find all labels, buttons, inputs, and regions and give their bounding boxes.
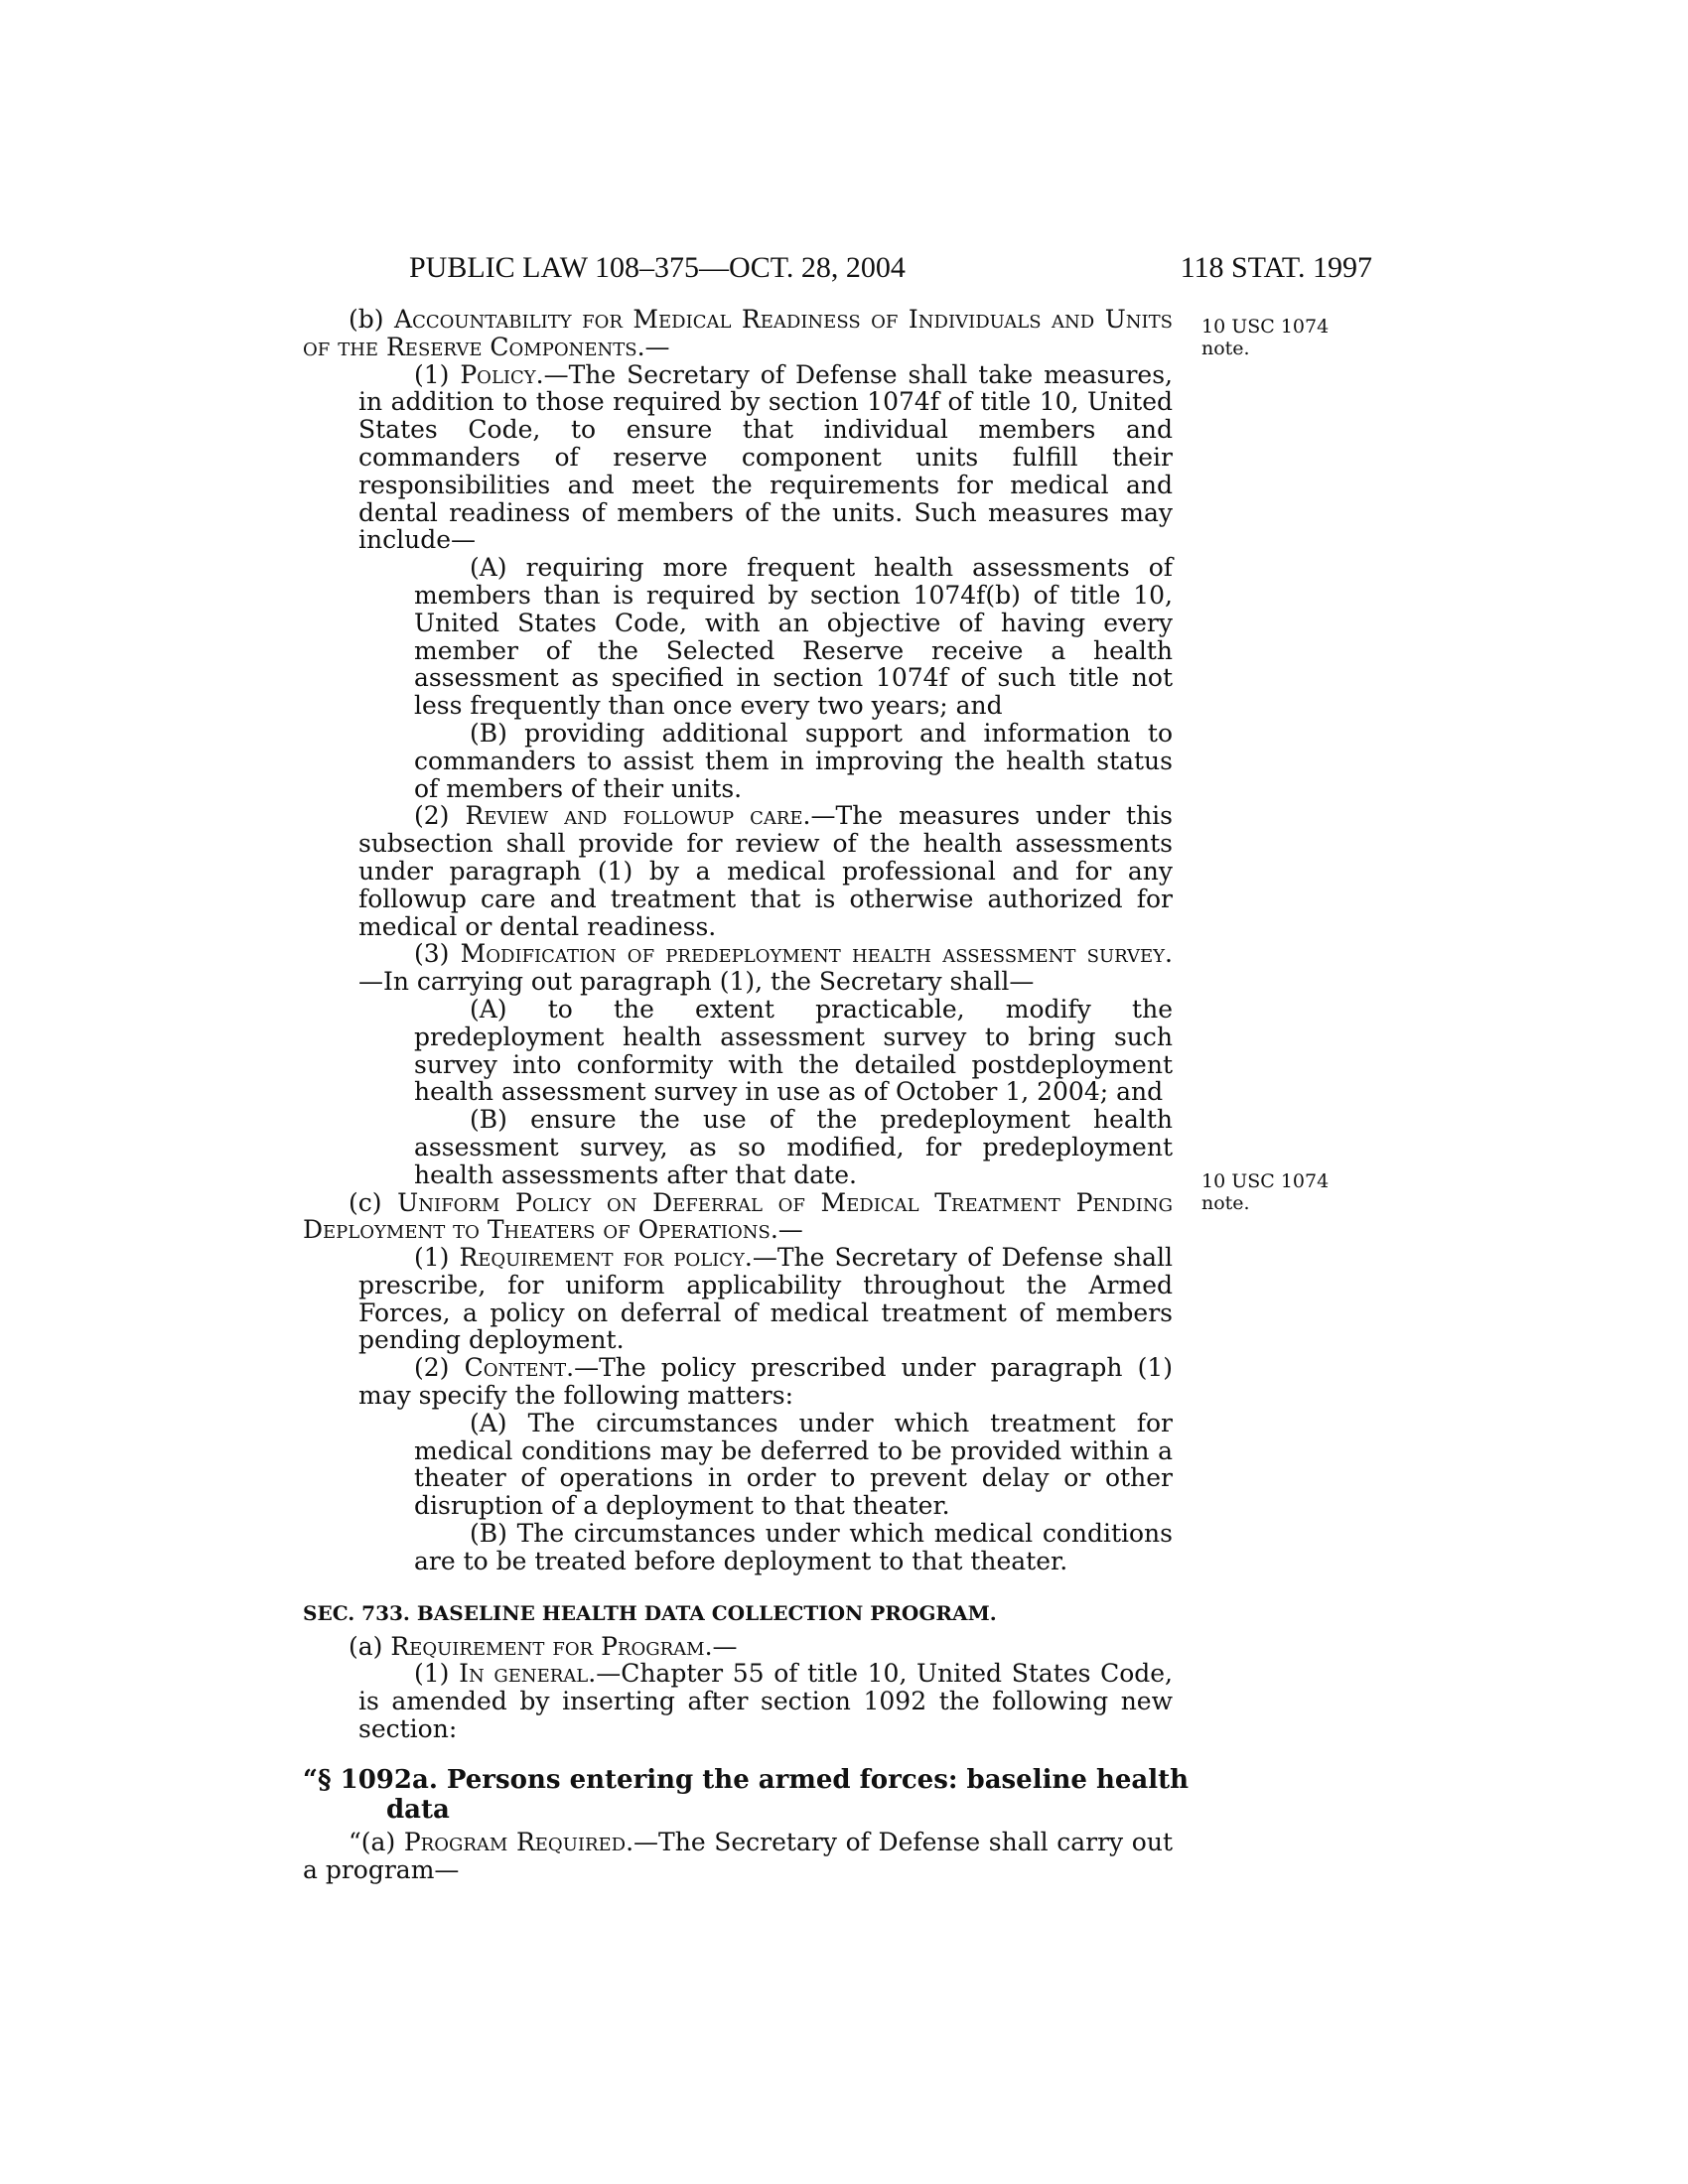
- header-stat-page: 118 STAT. 1997: [1180, 251, 1372, 284]
- subparagraph-b1B: (B) providing additional support and information to commanders to assist them in improving the health status of members of their units.: [414, 718, 1173, 803]
- subparagraph-b3A: (A) to the extent practicable, modify the predeployment health assessment survey to bring such survey into conformity with the detailed postdeployment health assessment survey in use as of October 1, 2004; and: [414, 994, 1173, 1107]
- paragraph-b1: (1) Policy.—The Secretary of Defense shall take measures, in addition to those required by section 1074f of title 10, United States Code, to ensure that individual members and commanders of reserve component units fulfill their responsibilities and meet the requirements for medical and dental readiness of members of the units. Such measures may include—: [358, 359, 1173, 555]
- margin-note-1-citation: 10 USC 1074: [1201, 316, 1330, 338]
- margin-note-2-citation: 10 USC 1074: [1201, 1170, 1330, 1192]
- margin-note-1-note: note.: [1201, 338, 1250, 359]
- header-public-law: PUBLIC LAW 108–375—OCT. 28, 2004: [409, 251, 906, 284]
- paragraph-b3: (3) Modification of predeployment health assessment survey.—In carrying out paragraph (1), the Secretary shall—: [358, 939, 1173, 997]
- subparagraph-b1A: (A) requiring more frequent health assessments of members than is required by section 1074f(b) of title 10, United States Code, with an objective of having every member of the Selected Reserve receive a health assessment as specified in section 1074f of such title not less frequently than once every two years; and: [414, 553, 1173, 721]
- margin-note-1: [1201, 316, 1329, 359]
- section-733-heading: SEC. 733. BASELINE HEALTH DATA COLLECTION PROGRAM.: [303, 1600, 997, 1625]
- subparagraph-c2B: (B) The circumstances under which medical conditions are to be treated before deployment to that theater.: [414, 1519, 1173, 1575]
- section-733-subsection-a: (a) Requirement for Program.—: [349, 1631, 738, 1661]
- section-733-paragraph-a1: (1) In general.—Chapter 55 of title 10, United States Code, is amended by inserting after section 1092 the following new section:: [358, 1659, 1174, 1744]
- paragraph-c1: (1) Requirement for policy.—The Secretary of Defense shall prescribe, for uniform applicability throughout the Armed Forces, a policy on deferral of medical treatment of members pending deployment.: [358, 1243, 1174, 1355]
- margin-note-2-note: note.: [1201, 1192, 1250, 1214]
- section-1092a-subsection-a: “(a) Program Required.—The Secretary of Defense shall carry out a program—: [303, 1827, 1174, 1884]
- subparagraph-c2A: (A) The circumstances under which treatment for medical conditions may be deferred to be provided within a theater of operations in order to prevent delay or other disruption of a deployment to that theater.: [414, 1408, 1173, 1521]
- document-body: [303, 305, 1190, 1884]
- subparagraph-b3B: (B) ensure the use of the predeployment health assessment survey, as so modified, for predeployment health assessments after that date.: [414, 1105, 1173, 1189]
- margin-note-2: [1201, 1170, 1329, 1214]
- section-1092a-title: “§ 1092a. Persons entering the armed forces: baseline health data: [303, 1764, 1190, 1825]
- running-header: [409, 248, 1372, 288]
- paragraph-c2: (2) Content.—The policy prescribed under paragraph (1) may specify the following matters:: [358, 1353, 1173, 1411]
- subsection-c-heading: (c) Uniform Policy on Deferral of Medical Treatment Pending Deployment to Theaters of Operations.—: [303, 1187, 1173, 1245]
- subsection-b-heading: (b) Accountability for Medical Readiness of Individuals and Units of the Reserve Components.—: [303, 305, 1173, 361]
- paragraph-b2: (2) Review and followup care.—The measures under this subsection shall provide for review of the health assessments under paragraph (1) by a medical professional and for any followup care and treatment that is otherwise authorized for medical or dental readiness.: [358, 801, 1173, 941]
